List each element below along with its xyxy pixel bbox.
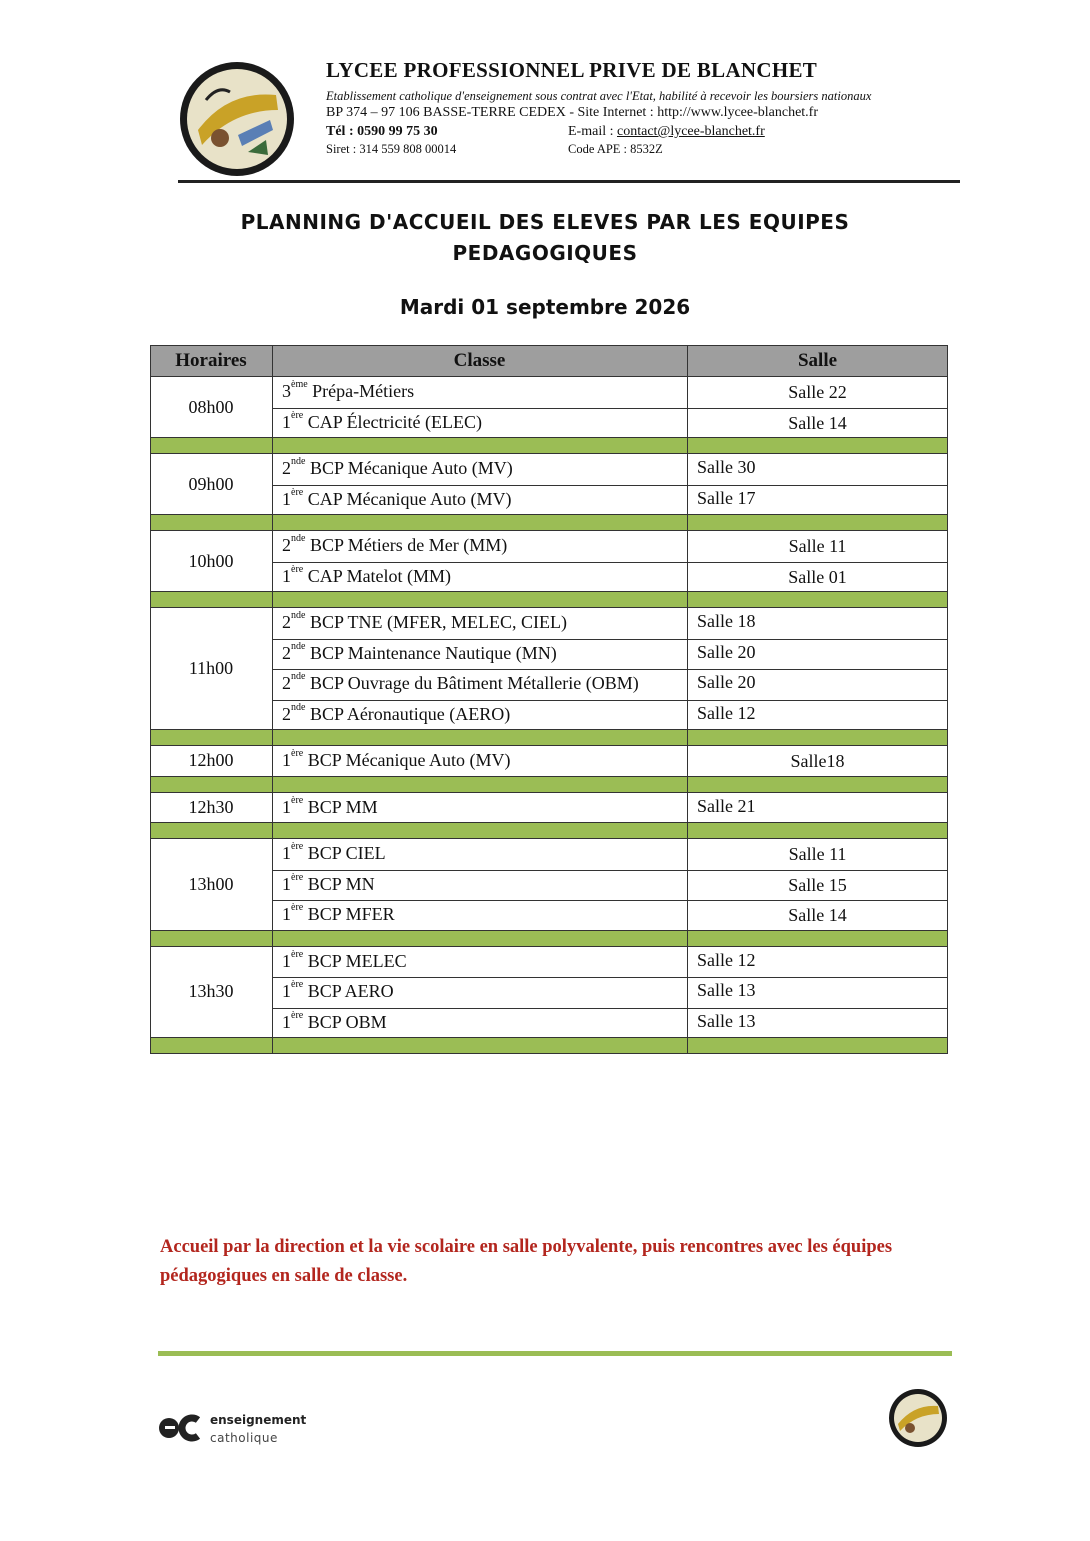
class-label: BCP Ouvrage du Bâtiment Métallerie (OBM): [305, 673, 639, 693]
class-level-number: 1: [282, 950, 291, 971]
class-level-suffix: ère: [291, 871, 304, 883]
salle-cell: Salle 20: [697, 641, 756, 662]
school-siret: Siret : 314 559 808 00014: [326, 142, 457, 156]
salle-cell: Salle 18: [697, 611, 756, 631]
column-divider: [687, 1038, 688, 1054]
school-name: LYCEE PROFESSIONNEL PRIVE DE BLANCHET: [326, 58, 818, 82]
class-level-number: 2: [282, 612, 291, 632]
class-level-number: 3: [282, 381, 291, 401]
class-cell: [282, 673, 639, 694]
class-label: CAP Matelot (MM): [303, 565, 452, 586]
email-label: E-mail :: [568, 124, 617, 139]
salle-cell: Salle 22: [788, 382, 847, 402]
class-level-number: 2: [282, 458, 291, 478]
column-divider: [272, 1038, 273, 1054]
class-cell: [282, 948, 407, 972]
class-level-number: 1: [282, 565, 291, 586]
salle-cell: Salle 14: [788, 412, 847, 433]
class-label: BCP Mécanique Auto (MV): [303, 750, 511, 770]
class-level-suffix: nde: [291, 456, 306, 467]
row-divider: [272, 485, 948, 486]
column-divider: [687, 730, 688, 746]
salle-cell: Salle 17: [697, 487, 756, 508]
table-header-classe: Classe: [453, 350, 506, 371]
column-divider: [687, 345, 688, 377]
school-logo-small: [888, 1388, 948, 1448]
salle-cell: Salle 11: [788, 844, 847, 864]
column-divider: [272, 839, 273, 931]
class-level-number: 2: [282, 642, 291, 663]
class-cell: [282, 612, 567, 633]
class-level-number: 1: [282, 796, 291, 817]
page-title-line1: PLANNING D'ACCUEIL DES ELEVES PAR LES EQUIPES: [240, 210, 850, 234]
green-separator-row: [150, 592, 948, 608]
time-cell: 10h00: [188, 550, 234, 571]
class-level-suffix: ère: [291, 841, 304, 852]
row-divider: [272, 900, 948, 901]
class-cell: [282, 458, 513, 479]
page-title-line2: PEDAGOGIQUES: [452, 241, 638, 265]
class-level-suffix: ère: [291, 409, 304, 421]
row-divider: [272, 669, 948, 670]
welcome-note: Accueil par la direction et la vie scolaire en salle polyvalente, puis rencontres avec les équipes pédagogiques en salle de classe.: [160, 1237, 893, 1286]
green-separator-row: [150, 823, 948, 839]
class-cell: [282, 794, 378, 818]
row-divider: [272, 639, 948, 640]
green-separator-row: [150, 777, 948, 793]
salle-cell: Salle 13: [697, 980, 756, 1000]
salle-cell: Salle 13: [697, 1010, 756, 1031]
class-level-number: 2: [282, 703, 291, 724]
time-cell: 12h30: [188, 796, 234, 817]
column-divider: [272, 345, 273, 377]
class-level-suffix: ère: [291, 748, 304, 759]
green-separator-row: [150, 1038, 948, 1054]
column-divider: [687, 793, 688, 824]
class-level-suffix: ère: [291, 794, 304, 806]
salle-cell: Salle 21: [697, 795, 756, 816]
class-level-suffix: nde: [291, 671, 306, 682]
column-divider: [687, 515, 688, 531]
column-divider: [272, 823, 273, 839]
email-link[interactable]: contact@lycee-blanchet.fr: [617, 124, 765, 139]
class-label: BCP Métiers de Mer (MM): [305, 535, 508, 555]
class-label: BCP MFER: [303, 904, 395, 924]
column-divider: [687, 438, 688, 454]
class-level-suffix: nde: [291, 701, 306, 713]
page-date: Mardi 01 septembre 2026: [399, 295, 691, 319]
class-cell: [282, 843, 386, 864]
school-address: BP 374 – 97 106 BASSE-TERRE CEDEX - Site Internet : http://www.lycee-blanchet.fr: [326, 105, 819, 120]
class-level-suffix: ère: [291, 979, 304, 990]
class-level-number: 1: [282, 981, 291, 1001]
class-label: BCP Mécanique Auto (MV): [305, 458, 513, 478]
time-cell: 09h00: [188, 473, 234, 494]
class-label: BCP MN: [303, 873, 375, 894]
class-label: BCP AERO: [303, 981, 394, 1001]
row-divider: [272, 870, 948, 871]
green-separator-row: [150, 730, 948, 746]
class-cell: [282, 486, 512, 510]
salle-cell: Salle 11: [788, 536, 847, 556]
row-divider: [272, 700, 948, 701]
table-header-horaires: Horaires: [175, 350, 247, 371]
class-level-number: 1: [282, 750, 291, 770]
salle-cell: Salle 20: [697, 672, 756, 692]
salle-cell: Salle 15: [788, 874, 847, 895]
class-level-number: 1: [282, 904, 291, 924]
class-level-suffix: ère: [291, 948, 304, 960]
class-label: BCP Maintenance Nautique (MN): [305, 642, 557, 663]
column-divider: [272, 947, 273, 1039]
time-cell: 13h00: [188, 873, 234, 894]
class-cell: [282, 409, 482, 433]
class-cell: [282, 535, 507, 556]
class-label: BCP TNE (MFER, MELEC, CIEL): [305, 612, 567, 632]
class-cell: [282, 563, 452, 587]
salle-cell: Salle 30: [697, 457, 756, 477]
class-label: BCP CIEL: [303, 843, 386, 863]
class-label: BCP MM: [303, 796, 378, 817]
class-label: CAP Électricité (ELEC): [303, 411, 482, 432]
column-divider: [687, 592, 688, 608]
class-level-suffix: ère: [291, 1009, 304, 1021]
class-level-suffix: ère: [291, 563, 304, 575]
class-level-number: 2: [282, 673, 291, 693]
class-label: BCP OBM: [303, 1011, 387, 1032]
green-separator-row: [150, 515, 948, 531]
salle-cell: Salle 01: [788, 566, 847, 587]
salle-cell: Salle 12: [697, 949, 756, 970]
column-divider: [272, 931, 273, 947]
class-level-suffix: ère: [291, 486, 304, 498]
class-level-number: 1: [282, 1011, 291, 1032]
salle-cell: Salle 12: [697, 702, 756, 723]
class-label: BCP MELEC: [303, 950, 407, 971]
column-divider: [272, 515, 273, 531]
class-cell: [282, 640, 557, 664]
table-header-salle: Salle: [797, 350, 838, 371]
row-divider: [272, 1008, 948, 1009]
green-separator-row: [150, 931, 948, 947]
class-cell: [282, 871, 375, 895]
class-level-number: 1: [282, 843, 291, 863]
class-label: CAP Mécanique Auto (MV): [303, 488, 512, 509]
row-divider: [272, 408, 948, 409]
header-divider: [178, 180, 960, 183]
schedule-table: [150, 345, 948, 1112]
class-level-suffix: nde: [291, 640, 306, 652]
time-cell: 12h00: [188, 750, 234, 771]
class-cell: [282, 701, 511, 725]
salle-cell: Salle 14: [788, 905, 847, 925]
column-divider: [687, 777, 688, 793]
class-cell: [282, 1009, 387, 1033]
column-divider: [272, 592, 273, 608]
school-email: [568, 124, 765, 140]
class-cell: [282, 904, 395, 925]
column-divider: [687, 931, 688, 947]
class-level-suffix: nde: [291, 533, 306, 544]
salle-cell: Salle18: [790, 751, 845, 771]
row-divider: [272, 977, 948, 978]
class-level-number: 1: [282, 411, 291, 432]
class-label: Prépa-Métiers: [307, 381, 415, 401]
column-divider: [687, 947, 688, 1039]
column-divider: [272, 777, 273, 793]
class-level-suffix: ère: [291, 902, 304, 913]
school-phone: Tél : 0590 99 75 30: [326, 124, 438, 139]
column-divider: [272, 730, 273, 746]
school-logo: [178, 60, 296, 178]
time-cell: 13h30: [188, 981, 234, 1002]
class-level-number: 2: [282, 535, 291, 555]
class-label: BCP Aéronautique (AERO): [305, 703, 511, 724]
time-cell: 08h00: [188, 396, 234, 417]
column-divider: [272, 438, 273, 454]
school-ape-code: Code APE : 8532Z: [568, 142, 663, 156]
time-cell: 11h00: [188, 658, 234, 678]
class-cell: [282, 381, 414, 402]
row-divider: [272, 562, 948, 563]
column-divider: [272, 746, 273, 777]
class-cell: [282, 981, 394, 1002]
column-divider: [272, 793, 273, 824]
footer-divider: [158, 1351, 952, 1356]
green-separator-row: [150, 438, 948, 454]
class-level-suffix: ème: [291, 379, 308, 390]
class-level-number: 1: [282, 873, 291, 894]
school-subtitle: Etablissement catholique d'enseignement sous contrat avec l'Etat, habilité à recevoir les boursiers nationaux: [326, 89, 872, 103]
footer-ec-line2: catholique: [210, 1431, 278, 1445]
column-divider: [687, 823, 688, 839]
class-level-number: 1: [282, 488, 291, 509]
class-cell: [282, 750, 511, 771]
footer-ec-line1: enseignement: [210, 1413, 307, 1427]
enseignement-catholique-logo: [158, 1412, 206, 1444]
class-level-suffix: nde: [291, 610, 306, 621]
